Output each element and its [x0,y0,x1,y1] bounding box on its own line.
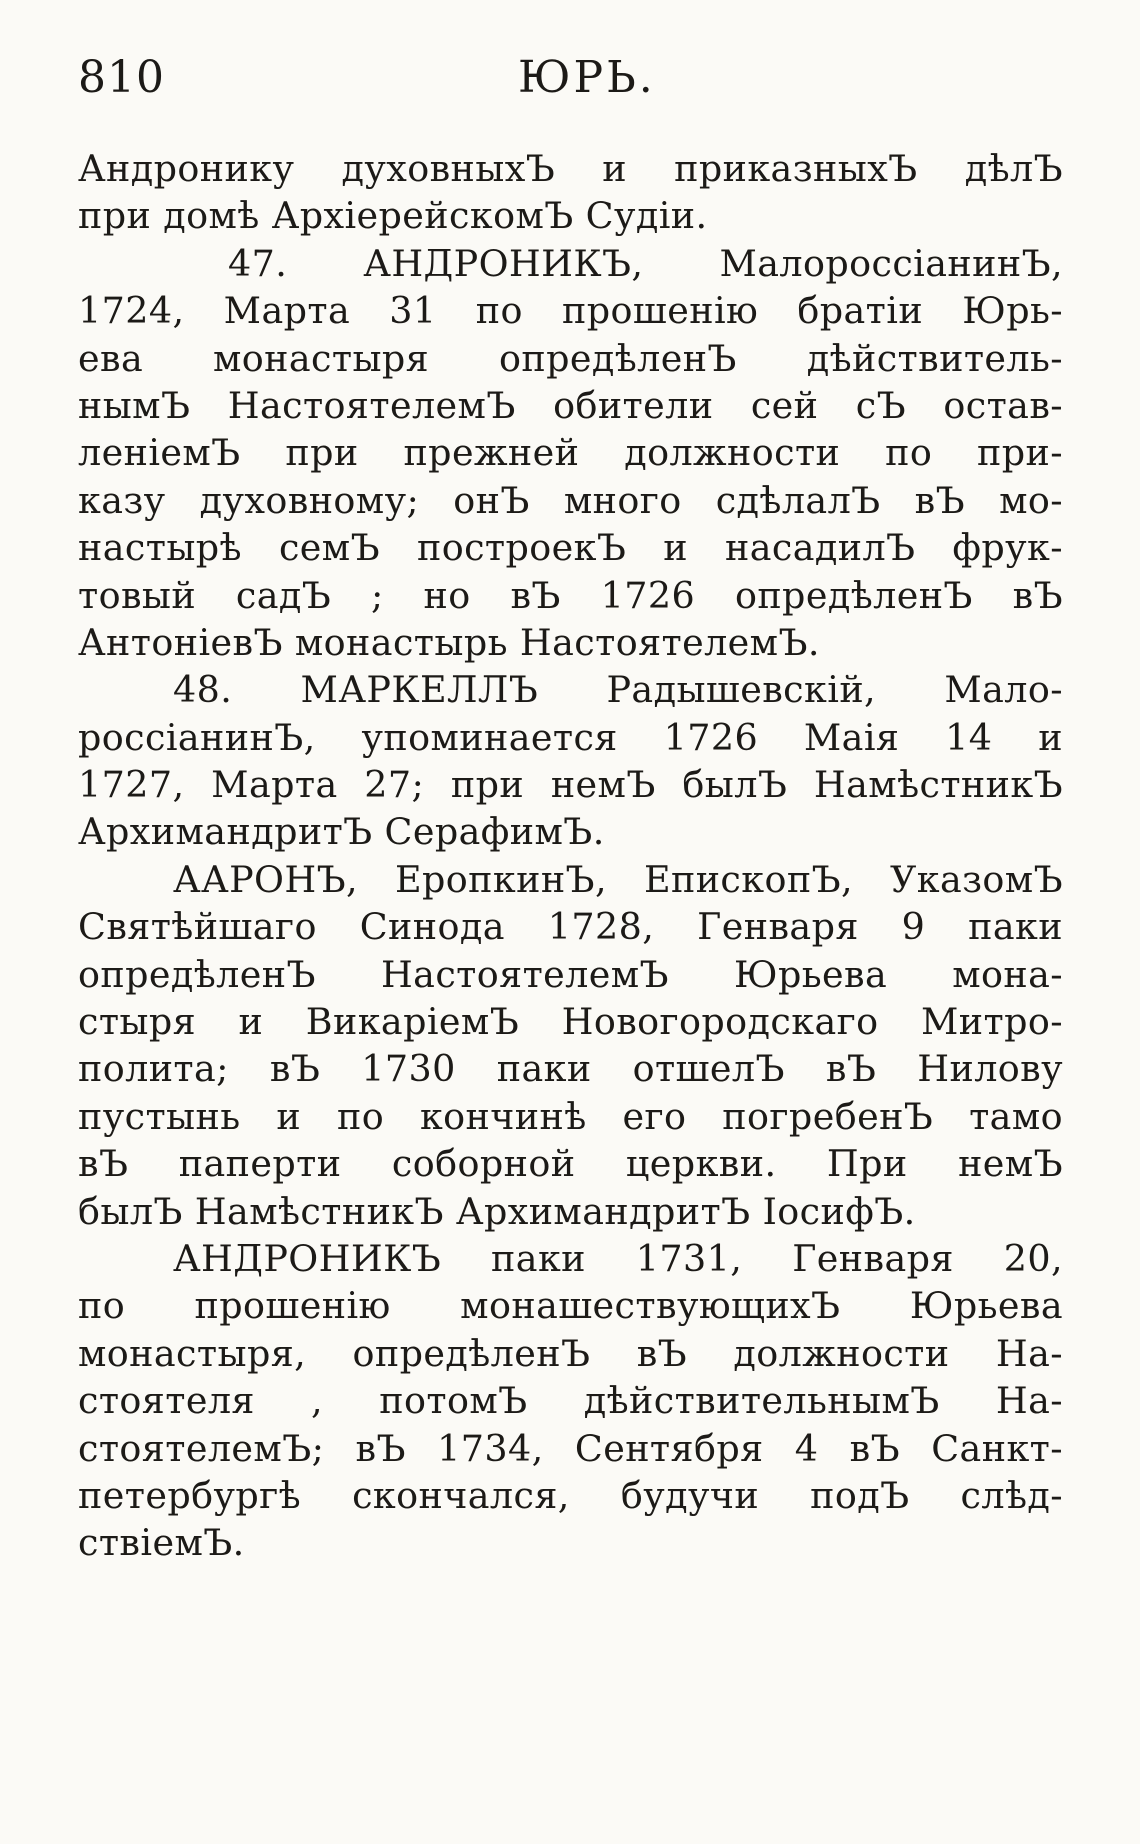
text-line: при домѣ АрхіерейскомЪ Судіи. [78,194,708,238]
text-line: опредѣленЪ НастоятелемЪ Юрьева мона- [78,952,1063,996]
text-line: нымЪ НастоятелемЪ обители сей сЪ остав- [78,383,1063,427]
page-header [78,52,1080,122]
body-text [78,145,1063,1567]
text-line: АрхимандритЪ СерафимЪ. [78,810,605,854]
text-line: по прошенію монашествующихЪ Юрьева [78,1284,1063,1328]
text-line: Святѣйшаго Синода 1728, Генваря 9 паки [78,905,1063,949]
page-number: 810 [78,52,165,103]
text-line: стоятеля , потомЪ дѣйствительнымЪ На- [78,1379,1063,1423]
text-line: Андронику духовныхЪ и приказныхЪ дѣлЪ [78,147,1063,190]
text-line: пустынь и по кончинѣ его погребенЪ тамо [78,1094,1063,1138]
text-line: 1727, Марта 27; при немЪ былЪ НамѣстникЪ [78,763,1063,807]
text-line: леніемЪ при прежней должности по при- [78,431,1063,475]
entry-heading-line: ААРОНЪ, ЕропкинЪ, ЕпископЪ, УказомЪ [173,857,1063,901]
entry-heading-line: 47. АНДРОНИКЪ, МалороссіанинЪ, [228,241,1063,285]
text-line: полита; вЪ 1730 паки отшелЪ вЪ Нилову [78,1047,1063,1091]
text-line: россіанинЪ, упоминается 1726 Маія 14 и [78,715,1063,759]
text-line: ствіемЪ. [78,1521,245,1565]
entry-heading-line: АНДРОНИКЪ паки 1731, Генваря 20, [173,1236,1063,1280]
entry-heading-line: 48. МАРКЕЛЛЪ Радышевскій, Мало- [173,668,1063,712]
text-line: стыря и ВикаріемЪ Новогородскаго Митро- [78,1000,1063,1044]
text-line: казу духовному; онЪ много сдѣлалЪ вЪ мо- [78,478,1063,522]
text-line: настырѣ семЪ построекЪ и насадилЪ фрук- [78,526,1063,570]
text-line: монастыря, опредѣленЪ вЪ должности На- [78,1331,1063,1375]
text-line: 1724, Марта 31 по прошенію братіи Юрь- [78,289,1063,333]
text-line: стоятелемЪ; вЪ 1734, Сентября 4 вЪ Санкт- [78,1426,1063,1470]
text-line: ева монастыря опредѣленЪ дѣйствитель- [78,336,1063,380]
text-line: АнтоніевЪ монастырь НастоятелемЪ. [78,620,820,664]
text-line: товый садЪ ; но вЪ 1726 опредѣленЪ вЪ [78,573,1063,617]
running-head: ЮРЬ. [518,52,656,103]
text-line: петербургѣ скончался, будучи подЪ слѣд- [78,1473,1063,1517]
text-line: былЪ НамѣстникЪ АрхимандритЪ ІосифЪ. [78,1189,916,1233]
text-line: вЪ паперти соборной церкви. При немЪ [78,1142,1063,1186]
